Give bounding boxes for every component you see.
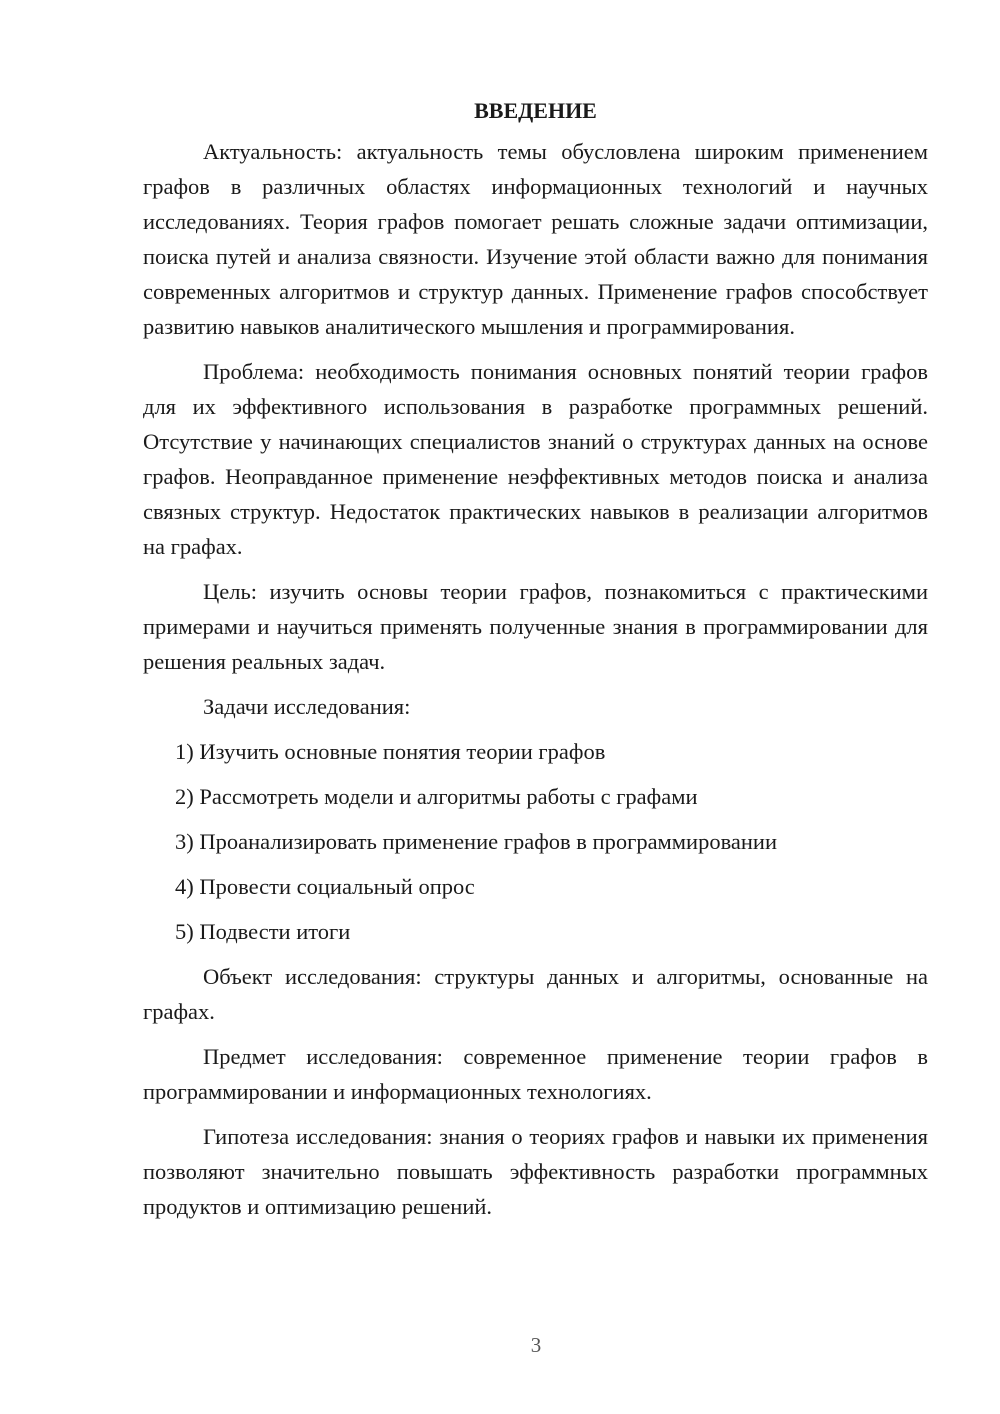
page-number: 3 (530, 1333, 542, 1357)
list-item: 5) Подвести итоги (175, 919, 351, 944)
tasks-heading: Задачи исследования: (203, 694, 411, 719)
paragraph-goal: Цель: изучить основы теории графов, познакомиться с практическими примерами и научиться применять полученные знания в программировании для решения реальных задач. (143, 579, 928, 674)
list-item: 4) Провести социальный опрос (175, 874, 475, 899)
paragraph-relevance: Актуальность: актуальность темы обусловлена широким применением графов в различных областях информационных технологий и научных исследованиях. Теория графов помогает решать сложные задачи оптимизации, поиска путей и анализа связности. Изучение этой области важно для понимания современных алгоритмов и структур данных. Применение графов способствует развитию навыков аналитического мышления и программирования. (143, 139, 928, 339)
list-item: 1) Изучить основные понятия теории графов (175, 739, 606, 764)
list-item: 3) Проанализировать применение графов в программировании (175, 829, 778, 854)
page-content (143, 96, 928, 1234)
paragraph-hypothesis: Гипотеза исследования: знания о теориях графов и навыки их применения позволяют значительно повышать эффективность разработки программных продуктов и оптимизацию решений. (143, 1124, 928, 1219)
page-title: ВВЕДЕНИЕ (474, 98, 597, 123)
paragraph-object: Объект исследования: структуры данных и алгоритмы, основанные на графах. (143, 964, 928, 1024)
paragraph-problem: Проблема: необходимость понимания основных понятий теории графов для их эффективного использования в разработке программных решений. Отсутствие у начинающих специалистов знаний о структурах данных на основе графов. Неоправданное применение неэффективных методов поиска и анализа связных структур. Недостаток практических навыков в реализации алгоритмов на графах. (143, 359, 928, 559)
list-item: 2) Рассмотреть модели и алгоритмы работы с графами (175, 784, 698, 809)
paragraph-subject: Предмет исследования: современное применение теории графов в программировании и информационных технологиях. (143, 1044, 928, 1104)
tasks-list (143, 734, 928, 949)
